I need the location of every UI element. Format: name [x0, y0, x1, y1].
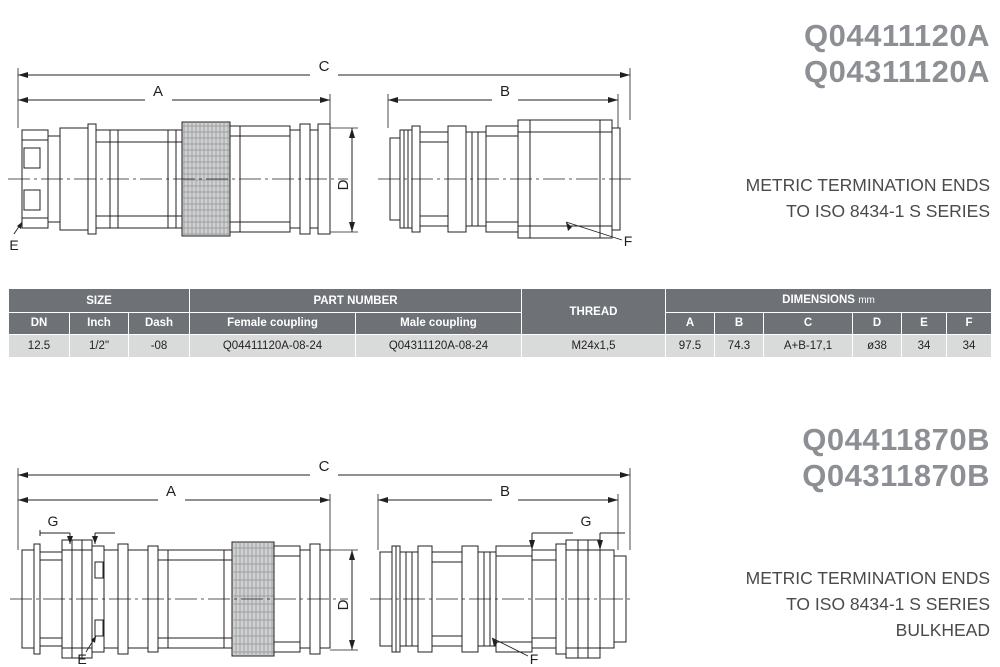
column-header-e: E [902, 313, 947, 335]
cell-d: ø38 [853, 335, 902, 358]
title-block-bottom [802, 422, 990, 494]
svg-text:A: A [152, 83, 164, 100]
column-header-d: D [853, 313, 902, 335]
description-line-3-bottom: BULKHEAD [895, 620, 990, 640]
svg-text:D: D [335, 179, 352, 191]
column-header-c: C [764, 313, 853, 335]
svg-text:F: F [623, 233, 633, 249]
svg-text:F: F [529, 651, 539, 667]
cell-e: 34 [902, 335, 947, 358]
cell-dn: 12.5 [9, 335, 70, 358]
description-block-bottom [746, 565, 990, 643]
svg-text:C: C [318, 58, 330, 75]
cell-a: 97.5 [666, 335, 715, 358]
svg-text:D: D [335, 599, 352, 611]
cell-female-coupling: Q04411120A-08-24 [190, 335, 356, 358]
group-header-size: SIZE [9, 289, 190, 313]
product-code-male-bottom: Q04311870B [802, 458, 990, 493]
column-header-male-coupling: Male coupling [356, 313, 522, 335]
cell-thread: M24x1,5 [522, 335, 666, 358]
table-group-header-row [9, 289, 992, 313]
product-code-female-top: Q04411120A [803, 18, 990, 53]
description-line-2-top: TO ISO 8434-1 S SERIES [786, 201, 990, 221]
description-line-1-top: METRIC TERMINATION ENDS [745, 175, 990, 195]
svg-text:E: E [77, 651, 87, 667]
cell-b: 74.3 [715, 335, 764, 358]
cell-c: A+B-17,1 [764, 335, 853, 358]
specification-table [8, 288, 992, 358]
svg-text:C: C [318, 458, 330, 475]
dimensions-label: DIMENSIONS [782, 294, 855, 306]
description-line-2-bottom: TO ISO 8434-1 S SERIES [786, 594, 990, 614]
product-code-male-top: Q04311120A [803, 54, 990, 89]
cell-f: 34 [947, 335, 992, 358]
table-column-header-row [9, 313, 992, 335]
svg-text:G: G [580, 513, 592, 529]
column-header-female-coupling: Female coupling [190, 313, 356, 335]
group-header-part-number: PART NUMBER [190, 289, 522, 313]
cell-male-coupling: Q04311120A-08-24 [356, 335, 522, 358]
column-header-f: F [947, 313, 992, 335]
product-code-female-bottom: Q04411870B [802, 422, 990, 457]
group-header-dimensions [666, 289, 992, 313]
coupling-drawing-top [0, 0, 680, 280]
column-header-dn: DN [9, 313, 70, 335]
column-header-dash: Dash [129, 313, 190, 335]
table-row [9, 335, 992, 358]
svg-text:B: B [499, 483, 511, 500]
column-header-inch: Inch [70, 313, 129, 335]
title-block-top [804, 18, 990, 90]
cell-dash: -08 [129, 335, 190, 358]
dimensions-unit: mm [858, 295, 875, 306]
column-header-a: A [666, 313, 715, 335]
description-block-top [746, 172, 990, 224]
svg-text:B: B [499, 83, 511, 100]
description-line-1-bottom: METRIC TERMINATION ENDS [745, 568, 990, 588]
svg-text:A: A [165, 483, 177, 500]
svg-text:G: G [47, 513, 59, 529]
column-header-b: B [715, 313, 764, 335]
cell-inch: 1/2" [70, 335, 129, 358]
svg-text:E: E [9, 237, 19, 253]
coupling-drawing-bottom [0, 400, 680, 667]
group-header-thread: THREAD [522, 289, 666, 335]
